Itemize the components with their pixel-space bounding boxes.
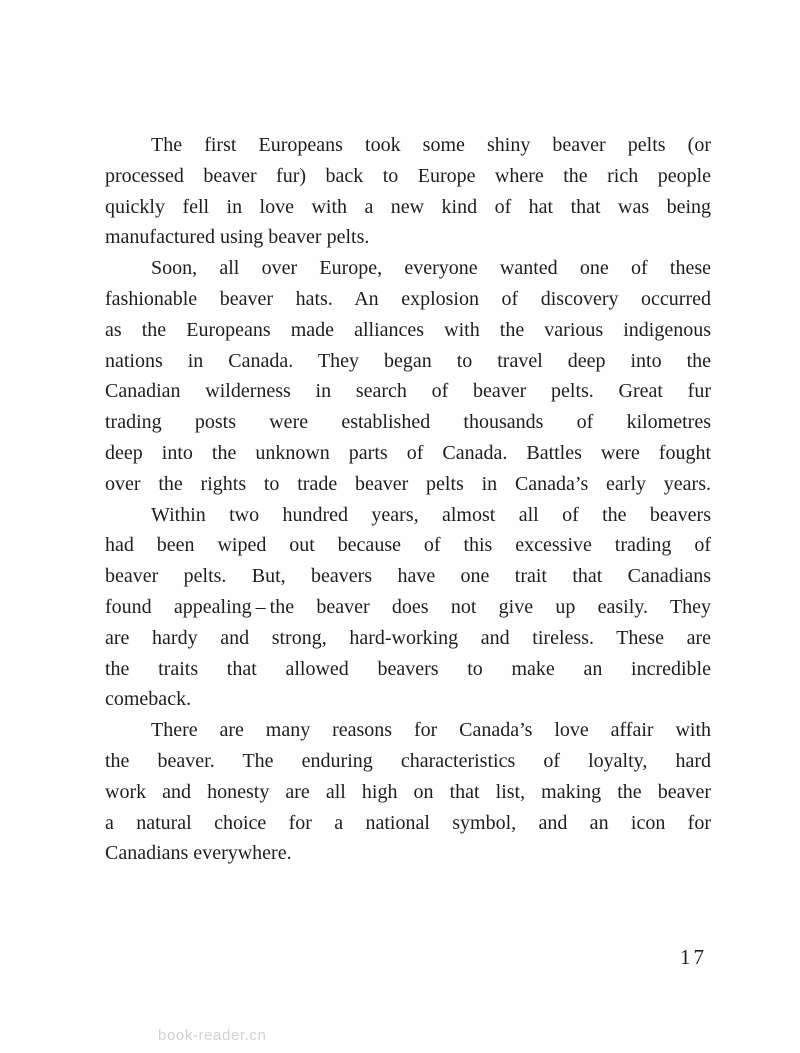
text-line: the beaver. The enduring characteristics of loyalty, hard: [105, 749, 711, 772]
text-line: the traits that allowed beavers to make an incredible: [105, 657, 711, 680]
paragraph: [105, 130, 711, 253]
text-line: as the Europeans made alliances with the various indigenous: [105, 318, 711, 341]
text-line: The first Europeans took some shiny beaver pelts (or: [151, 134, 711, 156]
text-line: comeback.: [105, 688, 192, 711]
text-line: fashionable beaver hats. An explosion of discovery occurred: [105, 287, 711, 310]
text-line: There are many reasons for Canada’s love affair with: [151, 719, 711, 742]
text-line: a natural choice for a national symbol, and an icon for: [105, 811, 711, 834]
text-line: Within two hundred years, almost all of the beavers: [151, 503, 711, 526]
text-line: over the rights to trade beaver pelts in Canada’s early years.: [105, 472, 711, 495]
text-line: found appealing – the beaver does not give up easily. They: [105, 595, 711, 618]
text-line: nations in Canada. They began to travel deep into the: [105, 349, 711, 372]
text-line: processed beaver fur) back to Europe where the rich people: [105, 164, 711, 187]
page-number: 17: [680, 945, 707, 969]
text-line: Canadian wilderness in search of beaver pelts. Great fur: [105, 380, 711, 403]
watermark-text: book-reader.cn: [158, 1027, 267, 1044]
text-line: Soon, all over Europe, everyone wanted one of these: [151, 257, 711, 280]
text-line: work and honesty are all high on that list, making the beaver: [105, 780, 711, 803]
paragraph: [105, 253, 711, 499]
text-line: deep into the unknown parts of Canada. Battles were fought: [105, 441, 711, 464]
text-line: quickly fell in love with a new kind of hat that was being: [105, 195, 711, 218]
text-line: trading posts were established thousands of kilometres: [105, 411, 711, 434]
text-line: manufactured using beaver pelts.: [105, 226, 370, 249]
text-line: had been wiped out because of this excessive trading of: [105, 534, 711, 557]
text-line: Canadians everywhere.: [105, 842, 292, 865]
text-line: are hardy and strong, hard-working and tireless. These are: [105, 626, 711, 649]
text-line: beaver pelts. But, beavers have one trait that Canadians: [105, 565, 711, 588]
paragraph: [105, 500, 711, 716]
paragraph: [105, 715, 711, 869]
body-text-block: [105, 130, 711, 869]
